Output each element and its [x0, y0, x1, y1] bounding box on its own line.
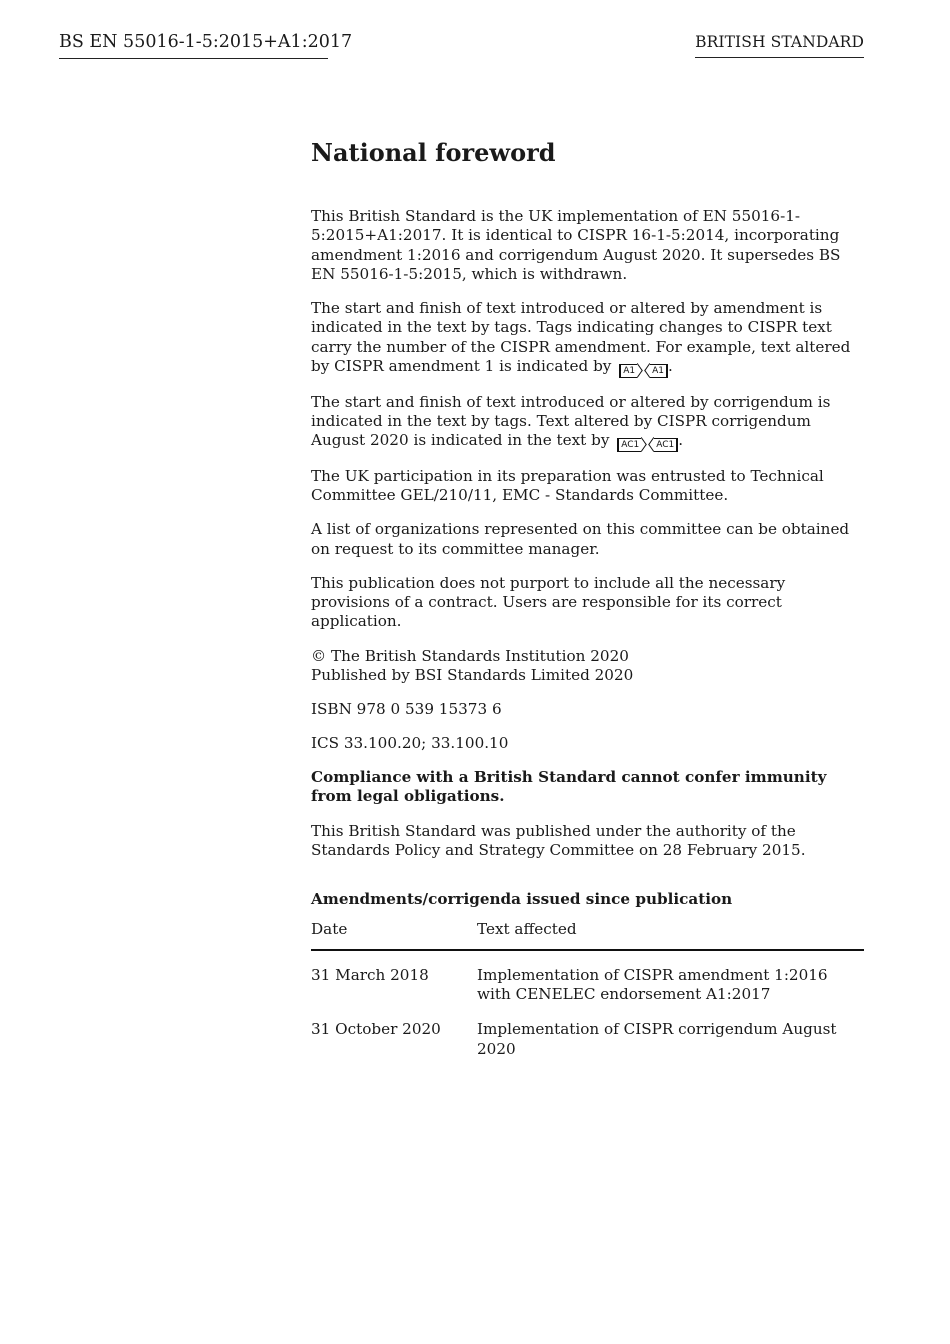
amendments-title: Amendments/corrigenda issued since publication	[311, 890, 733, 909]
table-row	[311, 1020, 864, 1059]
compliance-notice: Compliance with a British Standard cannot confer immunity from legal obligations.	[311, 768, 827, 806]
amendment-date: 31 October 2020	[311, 1020, 441, 1039]
intro-paragraph: This British Standard is the UK implementation of EN 55016-1-5:2015+A1:2017. It is identical to CISPR 16-1-5:2014, incorporating amendment 1:2016 and corrigendum August 2020. It supersedes BS EN 55016-1-5:2015, which is withdrawn.	[311, 207, 841, 283]
provisions-paragraph: This publication does not purport to include all the necessary provisions of a contract. Users are responsible for its correct application.	[311, 573, 786, 631]
document-id: BS EN 55016-1-5:2015+A1:2017	[59, 30, 328, 59]
corrigendum-end-tag: AC1	[654, 438, 678, 452]
corrigendum-start-tag: AC1	[617, 438, 641, 452]
amendment-tags-text: The start and finish of text introduced or altered by amendment is indicated in the text by tags. Tags indicating changes to CISPR text carry the number of the CISPR amendment. For example, text altered by CISPR amendment 1 is indicated by	[311, 298, 851, 375]
table-row	[311, 966, 864, 1005]
amendments-table-header	[311, 920, 864, 950]
ics-codes: ICS 33.100.20; 33.100.10	[311, 734, 509, 753]
copyright-line: © The British Standards Institution 2020	[311, 646, 629, 665]
page-title: National foreword	[311, 138, 556, 167]
amendment-end-tag: A1	[650, 364, 668, 378]
amendment-tags-paragraph: The start and finish of text introduced or altered by amendment is indicated in the text by tags. Tags indicating changes to CISPR text carry the number of the CISPR amendment. For example, text altered by CISPR amendment 1 is indicated by A1 A1 .	[311, 298, 851, 376]
amendment-start-tag: A1	[619, 364, 637, 378]
isbn: ISBN 978 0 539 15373 6	[311, 699, 502, 718]
authority-paragraph: This British Standard was published under the authority of the Standards Policy and Strategy Committee on 28 February 2015.	[311, 821, 806, 859]
published-line: Published by BSI Standards Limited 2020	[311, 665, 634, 684]
amendment-description: Implementation of CISPR corrigendum August 2020	[477, 1020, 837, 1058]
copyright-block	[311, 647, 864, 686]
committee-paragraph: The UK participation in its preparation was entrusted to Technical Committee GEL/210/11, EMC - Standards Committee.	[311, 467, 824, 505]
corrigendum-tags-text: The start and finish of text introduced or altered by corrigendum is indicated in the text by tags. Text altered by CISPR corrigendum August 2020 is indicated in the text by	[311, 392, 831, 450]
amendment-description: Implementation of CISPR amendment 1:2016 with CENELEC endorsement A1:2017	[477, 965, 828, 1003]
column-header-date: Date	[311, 920, 348, 939]
column-header-text-affected: Text affected	[477, 920, 577, 939]
foreword-section	[311, 136, 864, 1059]
organizations-paragraph: A list of organizations represented on this committee can be obtained on request to its committee manager.	[311, 520, 850, 558]
series-label: BRITISH STANDARD	[695, 31, 864, 58]
corrigendum-tags-paragraph: The start and finish of text introduced or altered by corrigendum is indicated in the text by tags. Text altered by CISPR corrigendum August 2020 is indicated in the text by AC1 AC1 .	[311, 392, 831, 451]
amendment-date: 31 March 2018	[311, 965, 429, 984]
